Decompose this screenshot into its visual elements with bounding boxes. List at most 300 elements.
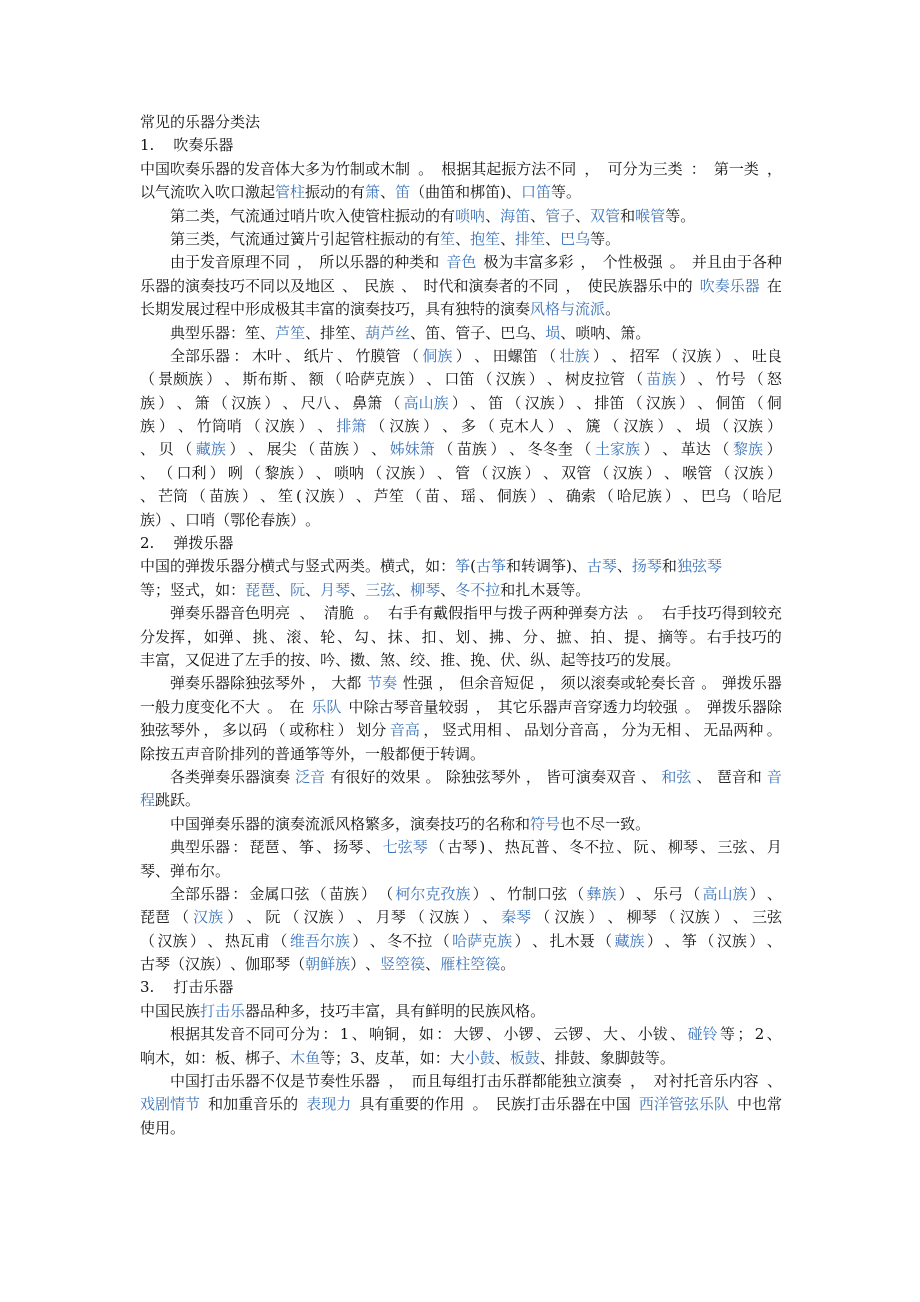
hyperlink[interactable]: 符号 <box>530 814 561 833</box>
text-run: 哈尼 <box>751 487 782 506</box>
text-run: ） <box>350 955 366 974</box>
hyperlink[interactable]: 打击乐 <box>200 1001 246 1020</box>
text-line <box>140 158 782 181</box>
hyperlink[interactable]: 木鱼 <box>290 1048 321 1067</box>
text-run: 多 <box>460 417 476 436</box>
text-run: 、 <box>246 908 262 927</box>
hyperlink[interactable]: 乐队 <box>311 697 342 716</box>
text-run: 、 <box>576 393 592 412</box>
hyperlink[interactable]: 排箫 <box>336 417 367 436</box>
text-run: ， <box>423 721 439 740</box>
text-run: 、 <box>487 838 503 857</box>
text-run: ； <box>737 1025 753 1044</box>
text-run: 、 <box>365 650 381 669</box>
text-run: 展尖 <box>266 440 297 459</box>
text-run: 以气流吹入吹口激起 <box>140 183 276 202</box>
text-run: 、 <box>494 1048 510 1067</box>
hyperlink[interactable]: 海笛 <box>500 206 531 225</box>
text-run: 如弹 <box>203 627 234 646</box>
hyperlink[interactable]: 笛 <box>395 183 411 202</box>
hyperlink[interactable]: 扬琴 <box>631 557 662 576</box>
text-run: 起等技巧的发展 <box>560 650 666 669</box>
hyperlink[interactable]: 汉族 <box>193 908 224 927</box>
text-run: 阮 <box>265 908 281 927</box>
text-run: 笛 <box>425 323 441 342</box>
text-run: 、 <box>285 346 301 365</box>
text-run: 2. 弹拨乐器 <box>140 534 234 553</box>
text-run: 笛 <box>488 393 504 412</box>
text-run: ） <box>264 393 280 412</box>
text-run: 琵琶 <box>140 908 171 927</box>
hyperlink[interactable]: 朝鲜族 <box>305 955 351 974</box>
text-run: 月 <box>766 838 782 857</box>
text-run: （ <box>714 440 730 459</box>
hyperlink[interactable]: 喉管 <box>635 206 666 225</box>
text-run: 鄂伦春族 <box>230 510 291 529</box>
hyperlink[interactable]: 程 <box>140 791 156 810</box>
hyperlink[interactable]: 戏剧情节 <box>140 1095 201 1114</box>
text-run: 巴乌 <box>500 323 531 342</box>
text-run: 提 <box>624 627 640 646</box>
text-run: 贝 <box>158 440 174 459</box>
hyperlink[interactable]: 箫 <box>365 183 381 202</box>
text-run: 器品种多 <box>245 1001 306 1020</box>
text-run: 、 <box>401 276 417 295</box>
text-run: 、 <box>395 580 411 599</box>
text-run: ， <box>580 253 596 272</box>
text-run: 无品两种 <box>703 721 764 740</box>
text-run: 笙 <box>245 323 261 342</box>
text-run: 云锣 <box>553 1025 584 1044</box>
text-run: 、 <box>438 627 454 646</box>
text-run: 弹布尔 <box>170 861 216 880</box>
text-run: 性强 <box>402 674 433 693</box>
hyperlink[interactable]: 和弦 <box>661 767 692 786</box>
text-run: 滚 <box>286 627 302 646</box>
hyperlink[interactable]: 小鼓 <box>464 1048 495 1067</box>
hyperlink[interactable]: 竖箜篌 <box>380 955 426 974</box>
text-run: 。 <box>680 206 696 225</box>
hyperlink[interactable]: 吹奏乐器 <box>699 276 760 295</box>
hyperlink[interactable]: 双管 <box>590 206 621 225</box>
text-run: 摭 <box>556 627 572 646</box>
text-run: ， <box>215 229 231 248</box>
hyperlink[interactable]: 土家族 <box>594 440 640 459</box>
hyperlink[interactable]: 高山族 <box>702 884 748 903</box>
text-run: ， <box>310 674 326 693</box>
text-run: 三弦 <box>751 908 782 927</box>
text-run: 乐弓 <box>653 884 684 903</box>
hyperlink[interactable]: 泛音 <box>295 767 326 786</box>
text-run: 黎族 <box>264 463 295 482</box>
text-run: 清脆 <box>323 604 354 623</box>
text-run: 汉族 <box>554 908 585 927</box>
text-line <box>140 649 782 672</box>
hyperlink[interactable]: 冬不拉 <box>455 580 501 599</box>
text-run: 阮 <box>633 838 649 857</box>
text-run: 笙 <box>278 487 294 506</box>
hyperlink[interactable]: 独弦琴 <box>676 557 722 576</box>
text-run: 汉族 <box>679 908 710 927</box>
hyperlink[interactable]: 管子 <box>545 206 576 225</box>
text-run: 筝 <box>298 838 314 857</box>
text-run: 、 <box>573 627 589 646</box>
text-run: 、 <box>436 463 452 482</box>
text-run: 、 <box>176 393 192 412</box>
text-run: 汉族 <box>612 463 643 482</box>
text-run: 琶音和 <box>716 767 762 786</box>
text-run: ， <box>350 744 366 763</box>
text-run: 。 <box>605 300 621 319</box>
hyperlink[interactable]: 板鼓 <box>509 1048 540 1067</box>
text-run: 苗族 <box>456 440 487 459</box>
text-run: 、 <box>333 393 349 412</box>
text-run: 第二类 <box>170 206 216 225</box>
text-run: 汉族 <box>495 370 526 389</box>
text-run: 、 <box>766 1025 782 1044</box>
text-run: 但余音短促 <box>459 674 535 693</box>
text-run: 、 <box>303 627 319 646</box>
text-run: 、 <box>620 1025 636 1044</box>
text-run: （ <box>438 440 454 459</box>
text-run: 技巧丰富 <box>320 1001 381 1020</box>
hyperlink[interactable]: 秦琴 <box>501 908 532 927</box>
text-run: 划分 <box>356 721 387 740</box>
text-run: ） <box>766 440 782 459</box>
text-run: 、 <box>269 627 285 646</box>
text-run: 排笛 <box>594 393 625 412</box>
text-run: 埙 <box>695 417 711 436</box>
hyperlink[interactable]: 唢呐 <box>455 206 486 225</box>
hyperlink[interactable]: 巴乌 <box>560 229 591 248</box>
text-run: ） <box>189 931 205 950</box>
text-run: 、 <box>230 955 246 974</box>
text-run: ） <box>524 463 540 482</box>
text-run: 根据其起振方法不同 <box>441 159 577 178</box>
text-run: 瑶 <box>460 487 476 506</box>
text-run: 除按五声音阶排列的普通筝等外 <box>140 744 351 763</box>
text-run: 、 <box>584 1048 600 1067</box>
hyperlink[interactable]: 音色 <box>446 253 477 272</box>
text-run: 个性极强 <box>602 253 663 272</box>
text-run: 咧 <box>227 463 243 482</box>
text-run: 。 <box>363 604 379 623</box>
text-run: 古琴 <box>140 955 171 974</box>
text-run: 。 <box>566 183 582 202</box>
text-run: 族 <box>140 393 156 412</box>
text-run: 喉管 <box>682 463 713 482</box>
text-run: 鼻箫 <box>352 393 383 412</box>
text-run: 、 <box>305 650 321 669</box>
text-run: 、 <box>670 1025 686 1044</box>
text-run: 。 <box>684 697 700 716</box>
text-run: ） <box>588 908 604 927</box>
hyperlink[interactable]: 藏族 <box>614 931 645 950</box>
text-run: 、 <box>140 463 156 482</box>
text-run: （ <box>715 463 731 482</box>
text-line <box>140 298 782 321</box>
text-run: ） <box>749 931 765 950</box>
hyperlink[interactable]: 筝 <box>455 557 471 576</box>
text-line <box>140 322 782 345</box>
text-run: 、 <box>472 627 488 646</box>
text-run: 、 <box>700 838 716 857</box>
text-run: 箫 <box>620 323 636 342</box>
text-run: 、 <box>766 884 782 903</box>
text-run: 常见的乐器分类法 <box>140 113 261 131</box>
text-run: ） <box>472 884 488 903</box>
hyperlink[interactable]: 音高 <box>389 721 420 740</box>
text-line <box>140 813 782 836</box>
text-run: 气流通过哨片吹入使管柱振动的有 <box>230 206 456 225</box>
text-run: 、 <box>664 463 680 482</box>
text-run: 古琴 <box>447 838 478 857</box>
text-run: （ <box>733 487 749 506</box>
text-run: 中国的弹拨乐器分横式与竖式两类 <box>140 557 366 576</box>
text-line <box>140 485 782 508</box>
hyperlink[interactable]: 琵琶 <box>245 580 276 599</box>
text-run: ） <box>418 463 434 482</box>
text-run: 额 <box>308 370 324 389</box>
text-run: ） <box>290 510 306 529</box>
text-run: 大 <box>449 1048 465 1067</box>
text-run: 、 <box>351 1025 367 1044</box>
text-run: 等 <box>719 1025 735 1044</box>
hyperlink[interactable]: 埙 <box>545 323 561 342</box>
hyperlink[interactable]: 姊妹箫 <box>389 440 435 459</box>
text-run: 、 <box>641 767 657 786</box>
text-run: 擞 <box>350 650 366 669</box>
hyperlink[interactable]: 节奏 <box>367 674 398 693</box>
hyperlink[interactable]: 维吾尔族 <box>289 931 350 950</box>
text-run: ） <box>490 440 506 459</box>
text-run: ： <box>440 557 456 576</box>
hyperlink[interactable]: 芦笙 <box>275 323 306 342</box>
text-run: ） <box>361 884 377 903</box>
text-run: 和 <box>620 206 636 225</box>
text-run: 、 <box>485 323 501 342</box>
text-run: 排鼓 <box>554 1048 585 1067</box>
text-run: 琴 <box>140 861 156 880</box>
text-run: 中也常 <box>736 1095 782 1114</box>
text-run: 、 <box>260 323 276 342</box>
text-run: 又促进了左手的按 <box>185 650 306 669</box>
text-run: 排笙 <box>320 323 351 342</box>
text-run: （ <box>215 510 231 529</box>
hyperlink[interactable]: 七弦琴 <box>382 838 428 857</box>
text-run: 、 <box>140 487 156 506</box>
text-run: 竹筒哨 <box>196 417 242 436</box>
text-run: 、 <box>442 487 458 506</box>
hyperlink[interactable]: 苗族 <box>646 370 677 389</box>
text-run: ， <box>401 1025 417 1044</box>
text-run: 轮 <box>320 627 336 646</box>
text-line <box>140 743 782 766</box>
text-run: 、 <box>697 393 713 412</box>
text-run: 芒筒 <box>158 487 189 506</box>
text-run: ， <box>539 674 555 693</box>
text-run: ） <box>766 463 782 482</box>
text-run: 哈萨克族 <box>345 370 406 389</box>
text-run: 并且由于各种 <box>691 253 782 272</box>
hyperlink[interactable]: 音 <box>766 767 782 786</box>
hyperlink[interactable]: 管柱 <box>275 183 306 202</box>
text-run: ， <box>395 814 411 833</box>
text-run: 、 <box>350 580 366 599</box>
text-run: 、 <box>500 229 516 248</box>
text-run: ） <box>337 487 353 506</box>
text-run: 大 <box>603 1025 619 1044</box>
text-run: ， <box>380 1001 396 1020</box>
text-run: 右手有戴假指甲与拨子两种弹奏方法 <box>387 604 628 623</box>
text-line <box>140 181 782 204</box>
text-run: 、 <box>505 721 521 740</box>
text-run: 篪 <box>585 417 601 436</box>
text-run: 、 <box>616 838 632 857</box>
text-run: 等 <box>320 1048 336 1067</box>
text-run: 确索 <box>565 487 596 506</box>
text-run: ） <box>455 346 471 365</box>
hyperlink[interactable]: 柯尔克孜族 <box>395 884 471 903</box>
text-run: 、 <box>342 276 358 295</box>
hyperlink[interactable]: 侗族 <box>422 346 453 365</box>
text-run: 、 <box>410 323 426 342</box>
text-run: （ <box>212 393 228 412</box>
text-line <box>140 719 782 742</box>
text-run: 弹奏乐器除独弦琴外 <box>170 674 306 693</box>
hyperlink[interactable]: 笙 <box>440 229 456 248</box>
text-line <box>140 883 782 906</box>
text-run: 、 <box>766 1072 782 1091</box>
text-run: （ <box>604 417 620 436</box>
hyperlink[interactable]: 排笙 <box>515 229 546 248</box>
text-line <box>140 766 782 789</box>
text-run: 。 <box>530 1001 546 1020</box>
text-run: 极为丰富多彩 <box>483 253 574 272</box>
text-line <box>140 626 782 649</box>
text-run: 管 <box>455 463 471 482</box>
text-run: 由于发音原理不同 <box>170 253 291 272</box>
text-run: ） <box>645 463 661 482</box>
text-run: 尺八 <box>300 393 331 412</box>
text-run: ） <box>158 393 174 412</box>
text-run: 、 <box>224 370 240 389</box>
hyperlink[interactable]: 表现力 <box>306 1095 352 1114</box>
text-run: 。 <box>637 604 653 623</box>
text-run: 、 <box>425 650 441 669</box>
text-run: 民族打击乐器在中国 <box>495 1095 631 1114</box>
hyperlink[interactable]: 彝族 <box>586 884 617 903</box>
text-run: （ <box>628 370 644 389</box>
text-line <box>140 860 782 883</box>
text-run: ） <box>423 417 439 436</box>
text-run: ， <box>630 1072 646 1091</box>
hyperlink[interactable]: 藏族 <box>195 440 226 459</box>
text-run: 。 <box>425 767 441 786</box>
text-run: 、 <box>177 417 193 436</box>
text-run: ） <box>657 417 673 436</box>
text-run: 汉族 <box>733 417 764 436</box>
text-run: （ <box>403 346 419 365</box>
hyperlink[interactable]: 阮 <box>290 580 306 599</box>
text-run: ） <box>242 487 258 506</box>
text-run: 、 <box>455 229 471 248</box>
hyperlink[interactable]: 古琴 <box>586 557 617 576</box>
hyperlink[interactable]: 碰铃 <box>687 1025 718 1044</box>
hyperlink[interactable]: 三弦 <box>365 580 396 599</box>
hyperlink[interactable]: 西洋管弦乐队 <box>638 1095 729 1114</box>
hyperlink[interactable]: 口笛 <box>521 183 552 202</box>
text-run: 。 <box>267 697 283 716</box>
text-run: 、 <box>605 323 621 342</box>
text-line <box>140 532 782 555</box>
text-run: ： <box>322 1025 338 1044</box>
text-line <box>140 345 782 368</box>
hyperlink[interactable]: 葫芦丝 <box>365 323 411 342</box>
hyperlink[interactable]: 古筝 <box>475 557 506 576</box>
hyperlink[interactable]: 雁柱箜篌 <box>440 955 501 974</box>
text-run: 全部乐器 <box>170 346 231 365</box>
text-run: （ <box>284 908 300 927</box>
text-run: （ <box>170 955 186 974</box>
text-run: 等 <box>665 206 681 225</box>
text-run: 、 <box>170 510 186 529</box>
text-run: ， <box>170 1048 186 1067</box>
text-run: 汉族 <box>623 417 654 436</box>
text-run: 、 <box>535 1025 551 1044</box>
text-line <box>140 789 782 812</box>
text-run: 、 <box>440 323 456 342</box>
text-run: 。 <box>766 721 782 740</box>
hyperlink[interactable]: 高山族 <box>403 393 449 412</box>
text-run: ： <box>232 838 248 857</box>
text-run: （ <box>714 417 730 436</box>
text-run: 景颇族 <box>158 370 204 389</box>
text-run: 苗族 <box>328 884 359 903</box>
text-run: 、 <box>260 487 276 506</box>
text-run: 。 <box>701 674 717 693</box>
hyperlink[interactable]: 柳琴 <box>410 580 441 599</box>
text-run: 、 <box>470 393 486 412</box>
hyperlink[interactable]: 月琴 <box>320 580 351 599</box>
text-run: 热瓦甫 <box>224 931 270 950</box>
text-run: ） <box>715 346 731 365</box>
hyperlink[interactable]: 哈萨克族 <box>452 931 513 950</box>
text-run: 、 <box>509 440 525 459</box>
text-run: ， <box>186 627 202 646</box>
text-run: 、 <box>365 955 381 974</box>
text-line <box>140 1000 782 1023</box>
text-run: 琵琶 <box>249 838 280 857</box>
text-run: 、 <box>566 417 582 436</box>
text-run: 管子 <box>455 323 486 342</box>
hyperlink[interactable]: 壮族 <box>559 346 590 365</box>
text-run: 、 <box>316 838 332 857</box>
text-run: ） <box>158 417 174 436</box>
text-line <box>140 1070 782 1093</box>
hyperlink[interactable]: 抱笙 <box>470 229 501 248</box>
text-run: 、 <box>315 463 331 482</box>
text-run: 具有独特的演奏 <box>425 300 531 319</box>
text-line <box>140 275 782 298</box>
text-run: 除独弦琴外 <box>445 767 521 786</box>
text-run: （ <box>246 463 262 482</box>
hyperlink[interactable]: 风格与流派 <box>530 300 606 319</box>
text-run: 。 <box>472 1095 488 1114</box>
text-run: 、 <box>684 721 700 740</box>
text-run: ） <box>514 931 530 950</box>
hyperlink[interactable]: 黎族 <box>733 440 764 459</box>
